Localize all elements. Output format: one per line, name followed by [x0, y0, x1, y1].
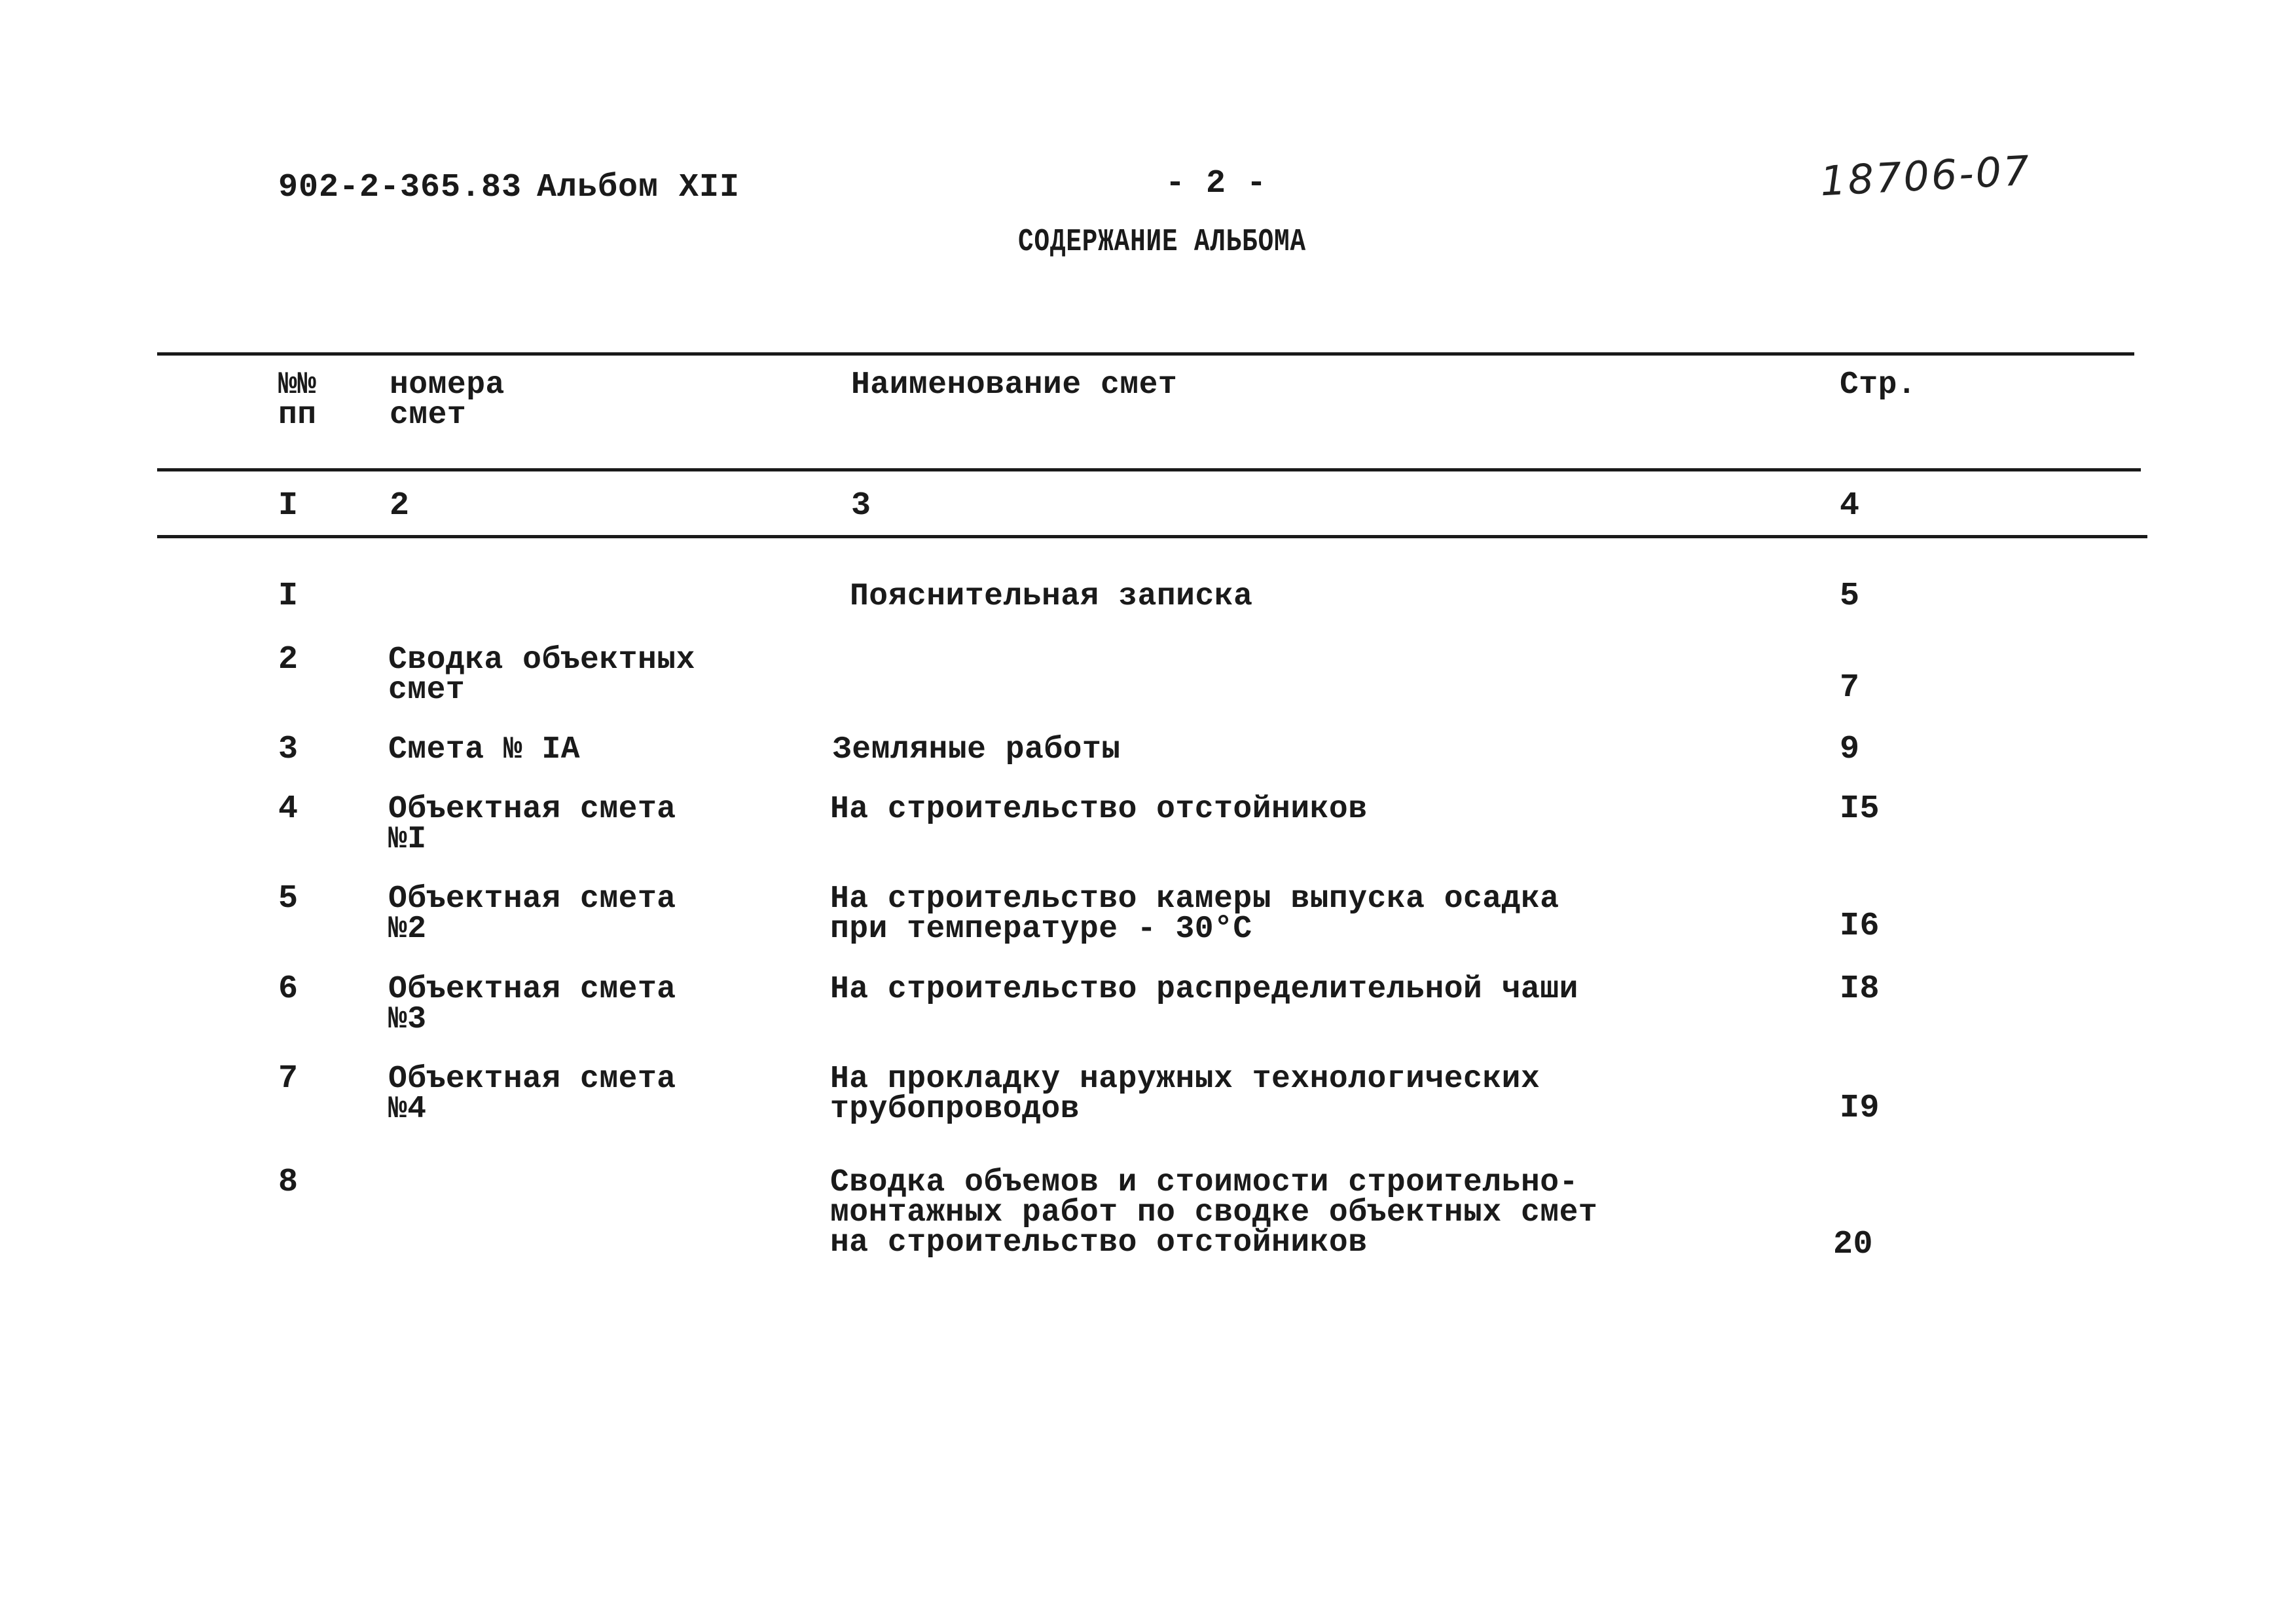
row-1-number: I [278, 578, 299, 615]
row-7-name: На прокладку наружных технологических трубопроводов [830, 1061, 1540, 1127]
column-numbers-bottom-rule [157, 535, 2147, 538]
row-7-number: 7 [278, 1060, 299, 1098]
row-3-number: 3 [278, 731, 299, 768]
album-label: Альбом XII [537, 169, 740, 206]
row-2-page: 7 [1840, 669, 1860, 707]
row-3-code: Смета № IA [388, 732, 581, 767]
row-2-number: 2 [278, 641, 299, 678]
page-title: СОДЕРЖАНИЕ АЛЬБОМА [1018, 225, 1306, 260]
page-number: - 2 - [1165, 165, 1267, 202]
row-7-page: I9 [1840, 1090, 1880, 1127]
column-header-page: Стр. [1840, 367, 1917, 403]
row-2-code: Сводка объектных смет [388, 642, 695, 708]
document-code: 902-2-365.83 [278, 169, 522, 206]
row-5-code: Объектная смета №2 [388, 881, 676, 947]
row-4-page: I5 [1840, 790, 1880, 828]
header-bottom-rule [157, 468, 2141, 471]
row-4-number: 4 [278, 790, 299, 828]
row-6-page: I8 [1840, 970, 1880, 1008]
row-5-page: I6 [1840, 908, 1880, 945]
row-8-name: Сводка объемов и стоимости строительно- монтажных работ по сводке объектных смет на строительство отстойников [830, 1165, 1598, 1261]
row-4-name: На строительство отстойников [830, 792, 1368, 827]
handwritten-stamp-number: 18706-07 [1819, 146, 2033, 206]
column-number-4: 4 [1840, 487, 1860, 525]
column-number-1: I [278, 487, 299, 525]
row-6-number: 6 [278, 970, 299, 1008]
row-1-name: Пояснительная записка [850, 579, 1253, 614]
row-3-page: 9 [1840, 731, 1860, 768]
row-6-code: Объектная смета №3 [388, 972, 676, 1037]
row-8-page: 20 [1833, 1226, 1874, 1263]
column-header-estimate-name: Наименование смет [851, 367, 1178, 403]
column-number-3: 3 [851, 487, 871, 525]
row-4-code: Объектная смета №I [388, 792, 676, 857]
column-header-estimate-number: номера смет [390, 367, 505, 433]
row-8-number: 8 [278, 1164, 299, 1201]
row-5-number: 5 [278, 880, 299, 917]
column-number-2: 2 [390, 487, 410, 525]
column-header-number: №№ пп [278, 367, 317, 433]
row-3-name: Земляные работы [833, 732, 1121, 767]
row-5-name: На строительство камеры выпуска осадка при температуре - 30°C [830, 881, 1559, 947]
row-6-name: На строительство распределительной чаши [830, 972, 1578, 1007]
table-top-rule [157, 352, 2134, 356]
row-7-code: Объектная смета №4 [388, 1061, 676, 1127]
row-1-page: 5 [1840, 578, 1860, 615]
